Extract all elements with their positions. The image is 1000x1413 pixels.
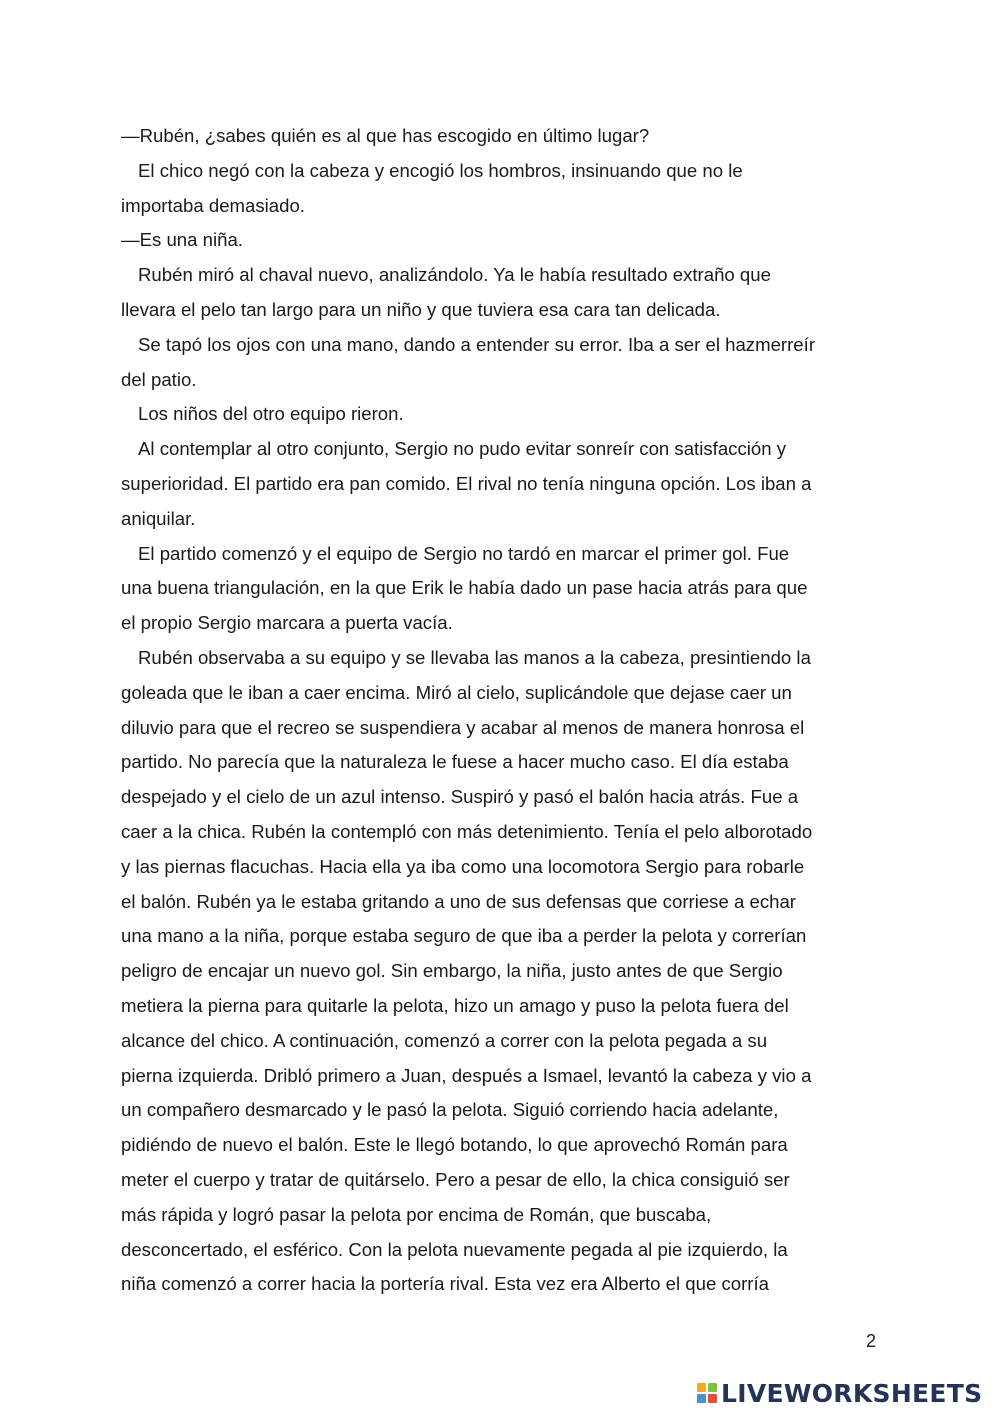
text-line: caer a la chica. Rubén la contempló con más detenimiento. Tenía el pelo alborotado xyxy=(121,820,813,842)
text-line: llevara el pelo tan largo para un niño y que tuviera esa cara tan delicada. xyxy=(121,298,721,320)
text-line: un compañero desmarcado y le pasó la pelota. Siguió corriendo hacia adelante, xyxy=(121,1099,779,1121)
document-body xyxy=(121,119,881,1302)
text-line: Se tapó los ojos con una mano, dando a entender su error. Iba a ser el hazmerreír xyxy=(138,333,816,355)
text-line: importaba demasiado. xyxy=(121,194,305,216)
text-line: el propio Sergio marcara a puerta vacía. xyxy=(121,612,453,634)
text-line: Rubén observaba a su equipo y se llevaba las manos a la cabeza, presintiendo la xyxy=(138,646,811,668)
text-line: El chico negó con la cabeza y encogió los hombros, insinuando que no le xyxy=(138,159,743,181)
text-line: alcance del chico. A continuación, comenzó a correr con la pelota pegada a su xyxy=(121,1029,768,1051)
page-number: 2 xyxy=(866,1331,877,1351)
text-line: más rápida y logró pasar la pelota por encima de Román, que buscaba, xyxy=(121,1203,712,1225)
text-line: desconcertado, el esférico. Con la pelota nuevamente pegada al pie izquierdo, la xyxy=(121,1238,788,1260)
text-line: metiera la pierna para quitarle la pelota, hizo un amago y puso la pelota fuera del xyxy=(121,994,789,1016)
logo-square-1 xyxy=(697,1383,706,1392)
logo-square-3 xyxy=(697,1394,706,1403)
logo-square-4 xyxy=(708,1394,717,1403)
text-line: diluvio para que el recreo se suspendiera y acabar al menos de manera honrosa el xyxy=(121,716,805,738)
text-line: niña comenzó a correr hacia la portería rival. Esta vez era Alberto el que corría xyxy=(121,1273,770,1295)
text-line: peligro de encajar un nuevo gol. Sin embargo, la niña, justo antes de que Sergio xyxy=(121,960,783,982)
text-line: El partido comenzó y el equipo de Sergio no tardó en marcar el primer gol. Fue xyxy=(138,542,790,564)
text-line: Al contemplar al otro conjunto, Sergio no pudo evitar sonreír con satisfacción y xyxy=(138,438,787,460)
text-line: una mano a la niña, porque estaba seguro de que iba a perder la pelota y correrían xyxy=(121,925,807,947)
liveworksheets-brand[interactable] xyxy=(697,1376,982,1410)
text-line: superioridad. El partido era pan comido. El rival no tenía ninguna opción. Los iban a xyxy=(121,472,812,494)
text-line: del patio. xyxy=(121,368,197,390)
text-line: pierna izquierda. Dribló primero a Juan, después a Ismael, levantó la cabeza y vio a xyxy=(121,1064,812,1086)
brand-name: LIVEWORKSHEETS xyxy=(721,1378,983,1408)
text-line: meter el cuerpo y tratar de quitárselo. Pero a pesar de ello, la chica consiguió ser xyxy=(121,1168,790,1190)
text-line: el balón. Rubén ya le estaba gritando a uno de sus defensas que corriese a echar xyxy=(121,890,796,912)
text-line: y las piernas flacuchas. Hacia ella ya iba como una locomotora Sergio para robarle xyxy=(121,855,805,877)
logo-square-2 xyxy=(708,1383,717,1392)
text-line: —Rubén, ¿sabes quién es al que has escogido en último lugar? xyxy=(121,125,650,146)
text-line: despejado y el cielo de un azul intenso. Suspiró y pasó el balón hacia atrás. Fue a xyxy=(121,786,799,808)
text-line: —Es una niña. xyxy=(121,229,243,251)
text-line: aniquilar. xyxy=(121,507,196,529)
text-line: goleada que le iban a caer encima. Miró al cielo, suplicándole que dejase caer un xyxy=(121,681,792,703)
liveworksheets-logo-icon xyxy=(697,1383,717,1403)
text-line: Los niños del otro equipo rieron. xyxy=(138,403,404,425)
text-line: partido. No parecía que la naturaleza le fuese a hacer mucho caso. El día estaba xyxy=(121,751,789,773)
text-line: Rubén miró al chaval nuevo, analizándolo. Ya le había resultado extraño que xyxy=(138,264,771,286)
text-line: una buena triangulación, en la que Erik le había dado un pase hacia atrás para que xyxy=(121,577,808,599)
text-line: pidiéndo de nuevo el balón. Este le llegó botando, lo que aprovechó Román para xyxy=(121,1134,788,1156)
